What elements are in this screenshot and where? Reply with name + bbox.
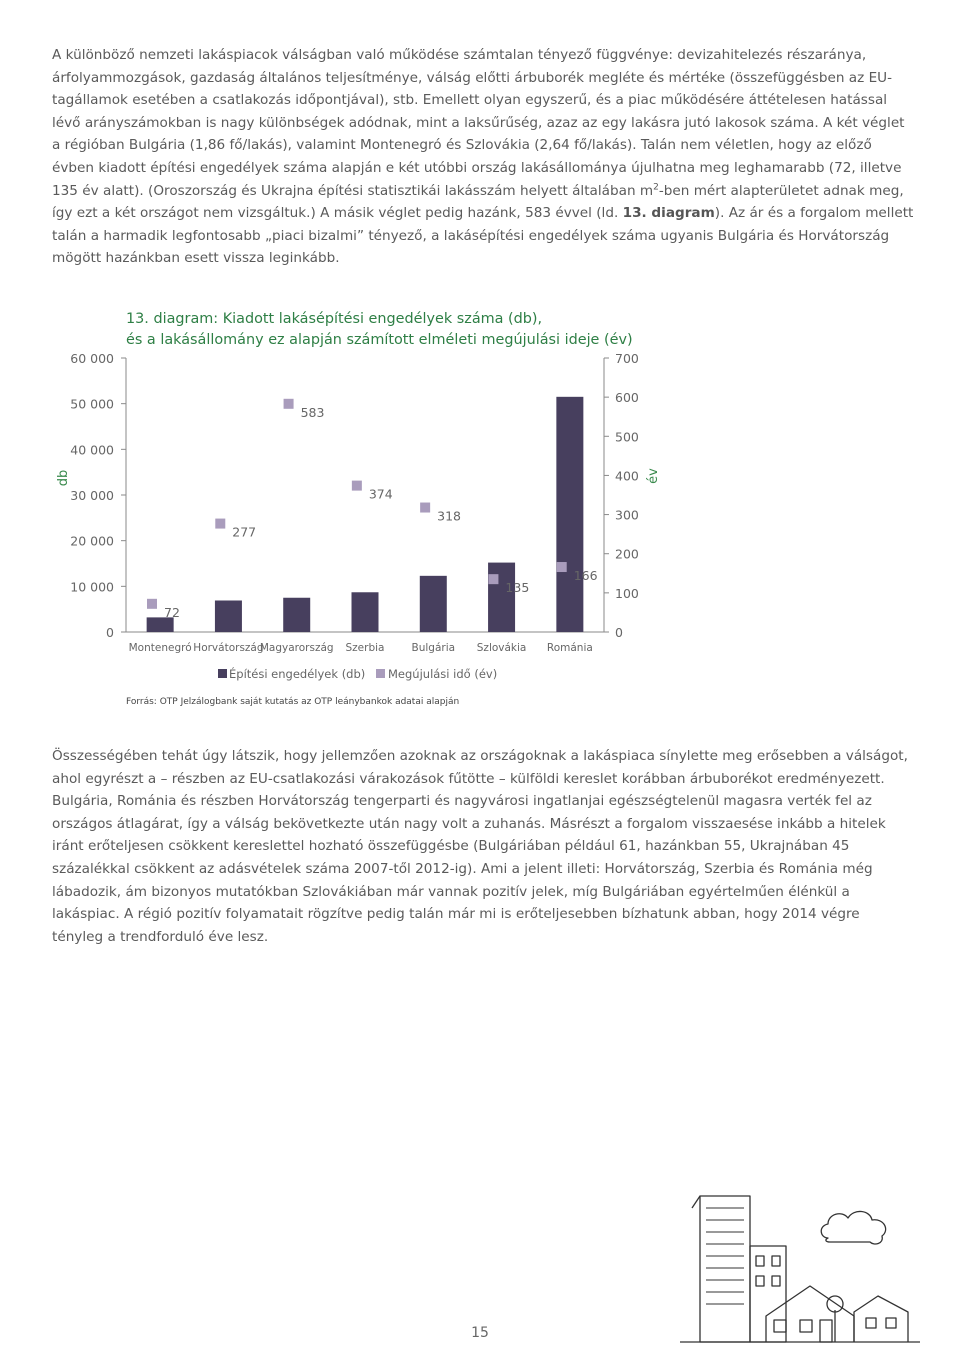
paragraph-1-text-b: -ben mért alapterületet adnak meg, így ezt a két országot nem vizsgáltuk.) A másik véglet pedig hazánk, 583 évvel (ld. xyxy=(52,182,904,222)
right-tick-label: 100 xyxy=(615,585,639,601)
right-tick-label: 400 xyxy=(615,468,639,484)
left-tick-label: 10 000 xyxy=(70,579,114,595)
marker-label-5: 318 xyxy=(437,508,462,524)
chart-plot-area xyxy=(56,351,661,681)
left-axis-title: db xyxy=(56,469,71,487)
right-tick-label: 300 xyxy=(615,507,639,523)
left-tick-label: 40 000 xyxy=(70,442,114,458)
body-paragraph-2: Összességében tehát úgy látszik, hogy jellemzően azoknak az országoknak a lakáspiaca sínylette meg erősebben a válságot, ahol egyrészt a – részben az EU-csatlakozási várakozások fűtötte – külföldi kereslet korábban árbuborékot eredményezett. Bulgária, Románia és részben Horvátország tengerparti és nagyvárosi ingatlanjai egészségtelenül magasra verték fel az országos átlagárat, így a válság bekövetkezte után nagy volt a zuhanás. Másrészt a forgalom visszaesése inkább a hitelek iránt erőteljesen csökkent kereslettel hozható összefüggésbe (Bulgáriában például 61, hazánkban 55, Ukrajnában 45 százalékkal csökkent az adásvételek száma 2007-től 2012-ig). Ami a jelent illeti: Horvátország, Szerbia és Románia még lábadozik, ám bizonyos mutatókban Szlovákiában már vannak pozitív jelek, míg Bulgáriában egyértelműen élénkül a lakáspiac. A régió pozitív folyamatait rögzítve pedig talán már mi is erőteljesebben bízhatunk abban, hogy 2014 végre tényleg a trendforduló éve lesz. xyxy=(52,748,908,945)
category-label: Szerbia xyxy=(345,642,385,654)
chart-title-line-1: 13. diagram: Kiadott lakásépítési engedélyek száma (db), xyxy=(126,311,543,327)
legend-label-permits: Építési engedélyek (db) xyxy=(229,667,366,681)
right-tick-label: 0 xyxy=(615,625,623,640)
category-label: Románia xyxy=(546,642,593,654)
bar-6 xyxy=(488,563,515,632)
marker-label-1: 72 xyxy=(164,604,180,620)
left-tick-label: 20 000 xyxy=(70,533,114,549)
paragraph-1-text-a: A különböző nemzeti lakáspiacok válságban való működése számtalan tényező függvénye: devizahitelezés részaránya, árfolyammozgások, gazdaság általános teljesítménye, válság előtti árbuborék megléte és mértéke (összefüggésben az EU-tagállamok esetében a csatlakozás időpontjával), stb. Emellett olyan egyszerű, és a piac működésére áttételesen hatással lévő arányszámokban is nagy különbségek adódnak, mint a laksűrűség, azaz az egy lakásra jutó lakosok száma. A két véglet a régióban Bulgária (1,86 fő/lakás), valamint Montenegró és Szlovákia (2,64 fő/lakás). Talán nem véletlen, hogy az előző évben kiadott építési engedélyek száma alapján e két utóbbi ország lakásállománya újulhatna meg leghamarabb (72, illetve 135 év alatt). (Oroszország és Ukrajna építési statisztikái lakásszám helyett általában m xyxy=(52,47,905,199)
marker-label-6: 135 xyxy=(505,580,530,596)
chart-figure xyxy=(0,300,960,720)
right-axis-title: év xyxy=(646,468,661,484)
marker-label-7: 166 xyxy=(573,568,598,584)
category-label: Bulgária xyxy=(411,642,456,654)
category-label: Montenegró xyxy=(128,642,192,654)
marker-4 xyxy=(352,481,362,491)
left-tick-label: 60 000 xyxy=(70,351,114,366)
right-tick-label: 600 xyxy=(615,390,639,406)
category-label: Horvátország xyxy=(193,642,264,654)
marker-5 xyxy=(420,503,430,513)
chart-title-line-2: és a lakásállomány ez alapján számított elméleti megújulási ideje (év) xyxy=(126,332,633,348)
page-number: 15 xyxy=(471,1325,489,1341)
diagram-reference: 13. diagram xyxy=(622,205,715,222)
category-label: Szlovákia xyxy=(476,642,527,654)
legend-label-renewal: Megújulási idő (év) xyxy=(388,667,498,681)
right-tick-label: 200 xyxy=(615,546,639,562)
bar-7 xyxy=(556,397,583,632)
marker-6 xyxy=(488,574,498,584)
marker-3 xyxy=(284,399,294,409)
marker-1 xyxy=(147,599,157,609)
marker-2 xyxy=(215,519,225,529)
category-label: Magyarország xyxy=(259,642,334,654)
right-tick-label: 700 xyxy=(615,351,639,366)
bar-3 xyxy=(283,598,310,632)
legend-swatch-renewal xyxy=(376,669,385,678)
left-tick-label: 50 000 xyxy=(70,396,114,412)
bar-2 xyxy=(215,600,242,632)
bar-4 xyxy=(352,592,379,632)
left-tick-label: 0 xyxy=(106,625,114,640)
legend-swatch-permits xyxy=(218,669,227,678)
bar-5 xyxy=(420,576,447,632)
superscript-2: 2 xyxy=(653,182,659,193)
right-tick-label: 500 xyxy=(615,429,639,445)
marker-label-4: 374 xyxy=(368,486,393,502)
city-illustration xyxy=(670,1186,930,1346)
marker-label-3: 583 xyxy=(300,404,325,420)
chart-source-note: Forrás: OTP Jelzálogbank saját kutatás az OTP leánybankok adatai alapján xyxy=(126,697,460,707)
left-tick-label: 30 000 xyxy=(70,488,114,503)
marker-7 xyxy=(557,562,567,572)
body-paragraph-1 xyxy=(52,44,914,270)
marker-label-2: 277 xyxy=(232,524,257,540)
paragraph-1-text-c: ). Az ár és a forgalom mellett talán a harmadik legfontosabb „piaci bizalmi” tényező, a lakásépítési engedélyek száma ugyanis Bulgária és Horvátország mögött hazánkban esett vissza leginkább. xyxy=(52,205,914,267)
